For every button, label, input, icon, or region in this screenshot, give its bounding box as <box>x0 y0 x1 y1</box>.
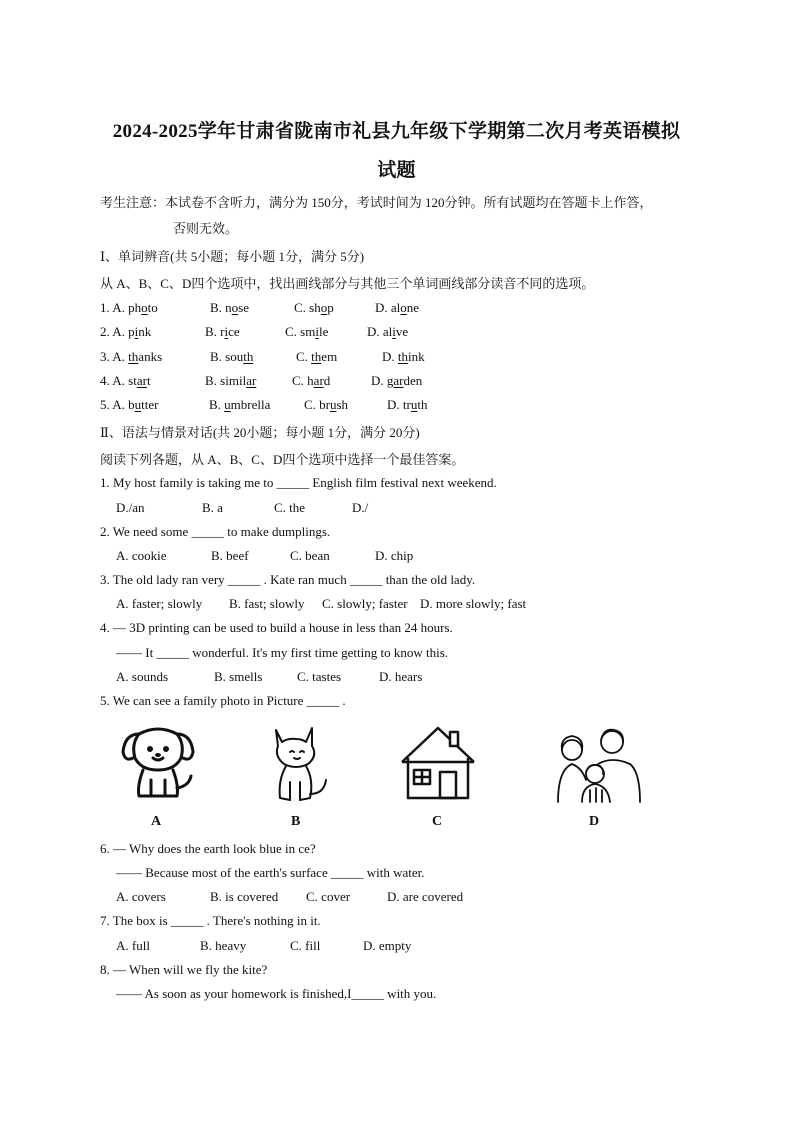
option[interactable]: B. beef <box>211 548 249 563</box>
option[interactable]: D. hears <box>379 669 423 684</box>
phonetic-option[interactable]: C. them <box>296 349 338 364</box>
option[interactable]: D. more slowly; fast <box>420 596 527 611</box>
phonetic-option[interactable]: B. rice <box>205 324 240 339</box>
option[interactable]: D./ <box>352 500 369 515</box>
phonetic-option[interactable]: 1. A. photo <box>100 300 158 315</box>
question-3: 3. The old lady ran very _____ . Kate ran much _____ than the old lady. <box>100 572 476 587</box>
family-picture[interactable] <box>552 724 644 806</box>
phonetic-option[interactable]: 4. A. start <box>100 373 151 388</box>
notice-line-2: 否则无效。 <box>173 221 239 236</box>
section2-instruction: 阅读下列各题，从 A、B、C、D四个选项中选择一个最佳答案。 <box>100 452 465 467</box>
option[interactable]: A. covers <box>116 889 166 904</box>
picture-label-a: A <box>151 814 162 829</box>
phonetic-option[interactable]: D. alone <box>375 300 420 315</box>
option[interactable]: B. a <box>202 500 223 515</box>
phonetic-option[interactable]: B. umbrella <box>209 397 271 412</box>
question-1: 1. My host family is taking me to _____ English film festival next weekend. <box>100 475 497 490</box>
option[interactable]: C. bean <box>290 548 330 563</box>
section1-heading: Ⅰ、单词辨音(共 5小题；每小题 1分，满分 5分) <box>100 249 365 264</box>
phonetic-option[interactable]: C. shop <box>294 300 334 315</box>
option[interactable]: B. fast; slowly <box>229 596 305 611</box>
exam-title-line2: 试题 <box>377 160 416 181</box>
phonetic-option[interactable]: D. truth <box>387 397 428 412</box>
cat-picture[interactable] <box>264 722 330 804</box>
phonetic-option[interactable]: 2. A. pink <box>100 324 152 339</box>
option[interactable]: A. sounds <box>116 669 169 684</box>
picture-label-c: C <box>432 814 443 829</box>
question-5: 5. We can see a family photo in Picture _____ . <box>100 693 346 708</box>
option[interactable]: C. fill <box>290 938 321 953</box>
picture-label-d: D <box>589 814 600 829</box>
option[interactable]: C. tastes <box>297 669 342 684</box>
phonetic-option[interactable]: B. nose <box>210 300 250 315</box>
option[interactable]: B. smells <box>214 669 263 684</box>
option[interactable]: D. chip <box>375 548 414 563</box>
picture-label-b: B <box>291 814 301 829</box>
question-2: 2. We need some _____ to make dumplings. <box>100 524 331 539</box>
phonetic-option[interactable]: 3. A. thanks <box>100 349 163 364</box>
exam-title: 2024-2025学年甘肃省陇南市礼县九年级下学期第二次月考英语模拟 <box>112 121 681 142</box>
phonetic-option[interactable]: D. think <box>382 349 425 364</box>
notice-line: 考生注意：本试卷不含听力，满分为 150分，考试时间为 120分钟。所有试题均在答题卡上作答， <box>100 195 653 210</box>
option[interactable]: A. full <box>116 938 150 953</box>
phonetic-option[interactable]: B. similar <box>205 373 257 388</box>
phonetic-option[interactable]: D. garden <box>371 373 423 388</box>
question-7: 7. The box is _____ . There's nothing in it. <box>100 913 321 928</box>
question-8-reply: —— As soon as your homework is finished,I_____ with you. <box>116 986 437 1001</box>
section2-heading: Ⅱ、语法与情景对话(共 20小题；每小题 1分，满分 20分) <box>100 425 420 440</box>
question-4: 4. — 3D printing can be used to build a house in less than 24 hours. <box>100 620 453 635</box>
question-8: 8. — When will we fly the kite? <box>100 962 268 977</box>
option[interactable]: B. is covered <box>210 889 279 904</box>
question-4-reply: —— It _____ wonderful. It's my first time getting to know this. <box>116 645 449 660</box>
option[interactable]: D. are covered <box>387 889 464 904</box>
option[interactable]: C. slowly; faster <box>322 596 408 611</box>
section1-instruction: 从 A、B、C、D四个选项中，找出画线部分与其他三个单词画线部分读音不同的选项。 <box>100 276 595 291</box>
question-6-reply: —— Because most of the earth's surface _____ with water. <box>116 865 425 880</box>
option[interactable]: C. the <box>274 500 306 515</box>
option[interactable]: C. cover <box>306 889 351 904</box>
option[interactable]: B. heavy <box>200 938 247 953</box>
option[interactable]: A. faster; slowly <box>116 596 203 611</box>
phonetic-option[interactable]: C. hard <box>292 373 331 388</box>
phonetic-option[interactable]: 5. A. butter <box>100 397 159 412</box>
option[interactable]: D. empty <box>363 938 412 953</box>
option[interactable]: A. cookie <box>116 548 167 563</box>
phonetic-option[interactable]: C. smile <box>285 324 329 339</box>
option[interactable]: D./an <box>116 500 145 515</box>
phonetic-option[interactable]: D. alive <box>367 324 409 339</box>
question-6: 6. — Why does the earth look blue in ce? <box>100 841 316 856</box>
phonetic-option[interactable]: C. brush <box>304 397 349 412</box>
house-picture[interactable] <box>400 722 476 802</box>
phonetic-option[interactable]: B. south <box>210 349 254 364</box>
puppy-picture[interactable] <box>117 722 199 804</box>
